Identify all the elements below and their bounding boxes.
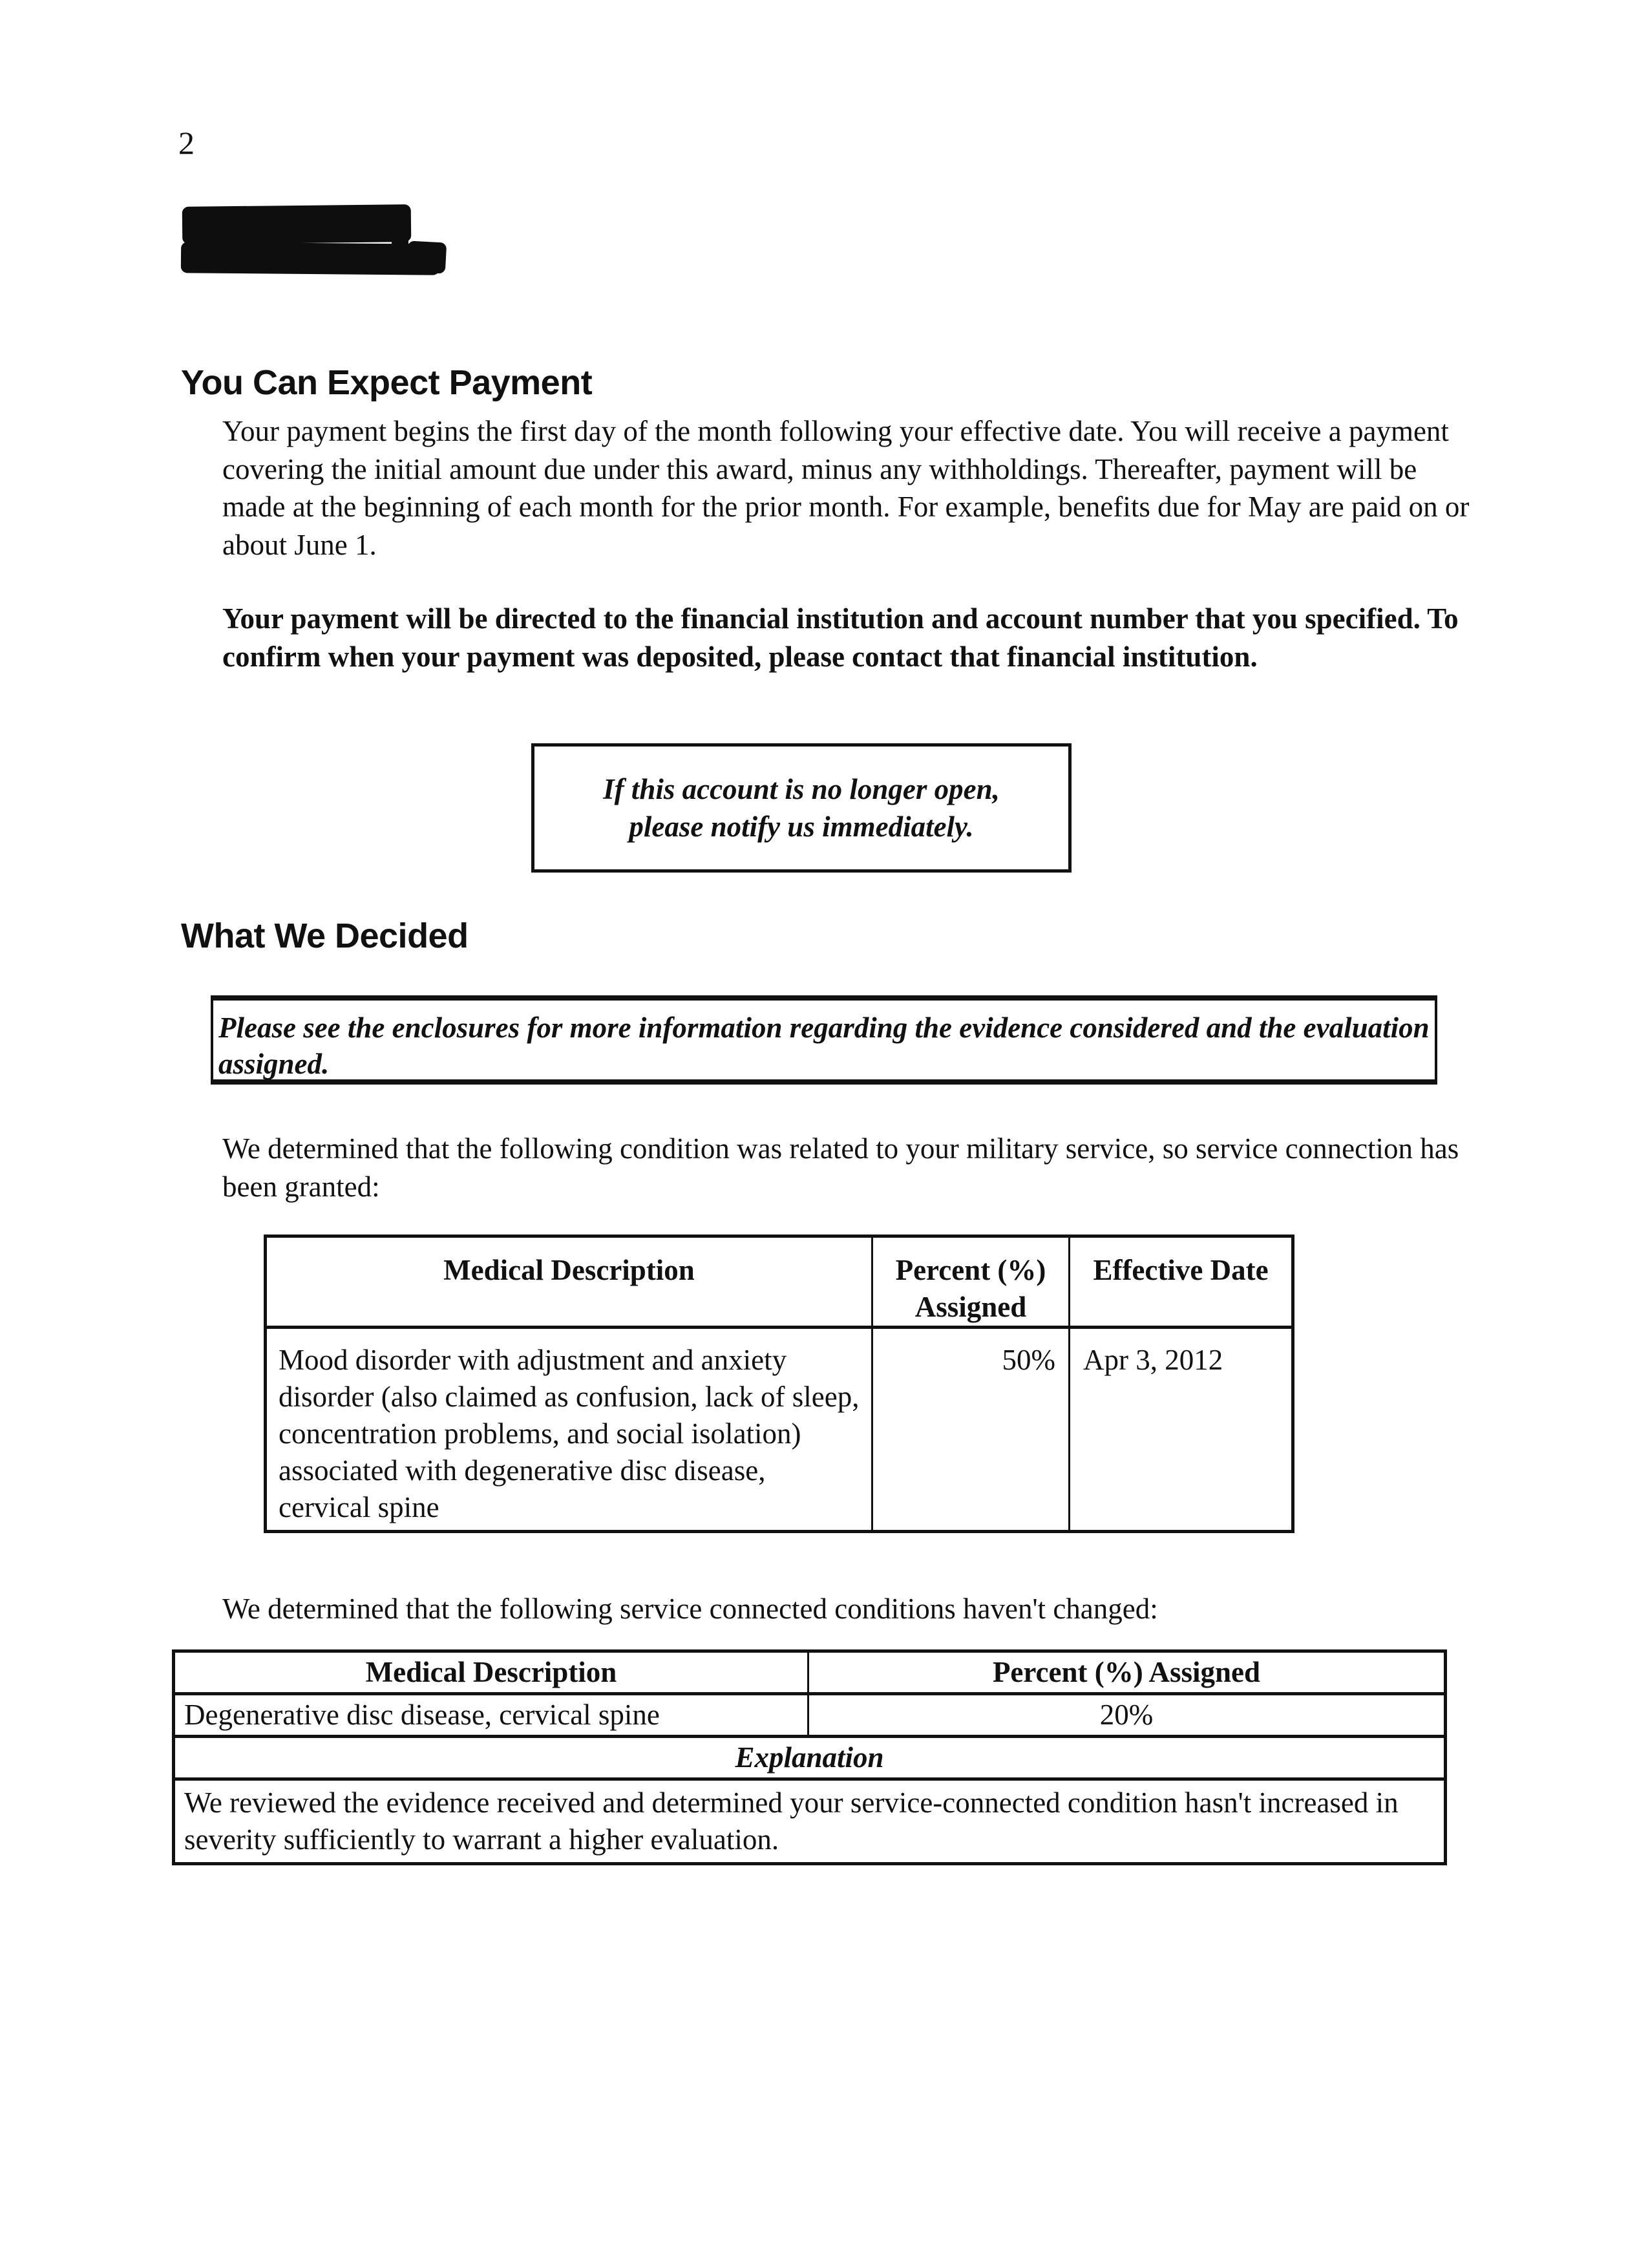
header-effective-date: Effective Date <box>1070 1236 1293 1328</box>
enclosure-note-box <box>211 995 1437 1085</box>
table-header-row <box>266 1236 1293 1328</box>
redaction-bar <box>407 240 447 273</box>
header-percent-assigned: Percent (%) Assigned <box>872 1236 1070 1328</box>
granted-conditions-table <box>264 1235 1294 1533</box>
unchanged-conditions-table <box>172 1649 1447 1865</box>
granted-intro-paragraph: We determined that the following condition was related to your military service, so service connection has been granted: <box>222 1132 1459 1203</box>
account-notice-line-2: please notify us immediately. <box>629 811 974 843</box>
enclosure-note-text: Please see the enclosures for more information regarding the evidence considered and the evaluation assigned. <box>218 1012 1430 1080</box>
header-medical-description: Medical Description <box>266 1236 872 1328</box>
cell-medical-description: Mood disorder with adjustment and anxiety disorder (also claimed as confusion, lack of sleep, concentration problems, and social isolation) associated with degenerative disc disease, cervical spine <box>266 1328 872 1532</box>
direct-deposit-paragraph: Your payment will be directed to the financial institution and account number that you specified. To confirm when your payment was deposited, please contact that financial institution. <box>222 602 1459 673</box>
explanation-text: We reviewed the evidence received and determined your service-connected condition hasn't increased in severity sufficiently to warrant a higher evaluation. <box>174 1779 1446 1864</box>
redaction-bar <box>182 204 412 244</box>
cell-percent: 50% <box>872 1328 1070 1532</box>
explanation-body-row <box>174 1779 1446 1864</box>
payment-heading: You Can Expect Payment <box>181 363 593 402</box>
cell-medical-description: Degenerative disc disease, cervical spine <box>174 1694 808 1737</box>
redaction-bar <box>392 213 408 259</box>
table-row <box>174 1694 1446 1737</box>
decision-heading: What We Decided <box>181 917 469 955</box>
table-header-row <box>174 1651 1446 1694</box>
payment-schedule-paragraph: Your payment begins the first day of the month following your effective date. You will receive a payment covering the initial amount due under this award, minus any withholdings. Thereafter, payment will be made at the beginning of each month for the prior month. For example, benefits due for May are paid on or about June 1. <box>222 415 1470 561</box>
account-notice-line-1: If this account is no longer open, <box>603 773 1000 805</box>
account-notice-box <box>531 743 1072 873</box>
header-percent-assigned: Percent (%) Assigned <box>808 1651 1446 1694</box>
table-row <box>266 1328 1293 1532</box>
cell-percent: 20% <box>808 1694 1446 1737</box>
header-medical-description: Medical Description <box>174 1651 808 1694</box>
explanation-header-row <box>174 1737 1446 1779</box>
explanation-label: Explanation <box>174 1737 1446 1779</box>
page-number: 2 <box>178 125 195 161</box>
cell-effective-date: Apr 3, 2012 <box>1070 1328 1293 1532</box>
unchanged-intro-paragraph: We determined that the following service connected conditions haven't changed: <box>222 1593 1158 1625</box>
